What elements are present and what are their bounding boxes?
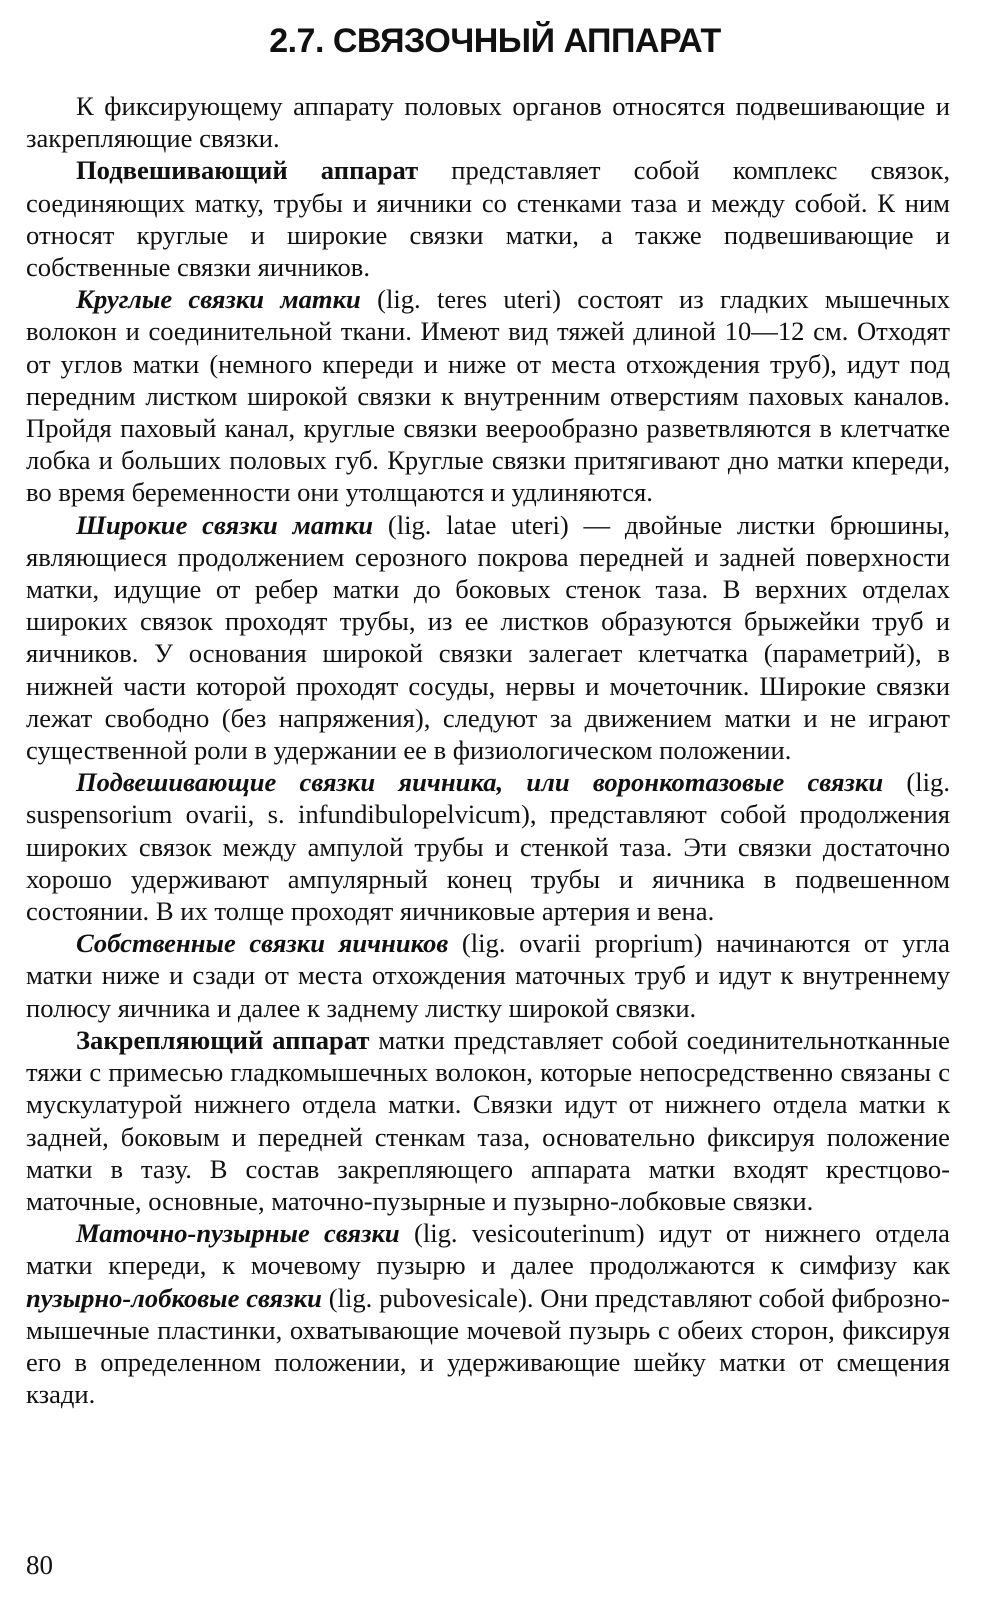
page-number: 80 — [26, 1550, 53, 1580]
paragraph-text: представляет собой комплекс связок, соединяющих матку, трубы и яичники со стенками таза и между собой. К ним относят круглые и широкие связки матки, а также подвешивающие и собственные связки яичников. — [26, 155, 950, 283]
term-fixing-apparatus: Закрепляющий аппарат — [76, 1024, 370, 1055]
paragraph-intro-text: К фиксирующему аппарату половых органов относятся подвешивающие и закрепляющие связки. — [26, 91, 950, 154]
paragraph-text: (lig. pubovesicale). Они представляют собой фиброзно-мышечные пластинки, охватывающие мочевой пузырь с обеих сторон, фиксируя его в определенном положении, и удерживающие шейку матки от смещения кзади. — [26, 1282, 950, 1410]
term-pubovesical-ligaments: пузырно-лобковые связки — [26, 1282, 322, 1313]
term-ovarian-ligaments: Собственные связки яичников — [76, 928, 449, 959]
paragraph-text: матки представляет собой соединительнотканные тяжи с примесью гладкомышечных волокон, которые непосредственно связаны с мускулатурой нижнего отдела матки. Связки идут от нижнего отдела матки к задней, боковым и передней стенкам таза, основательно фиксируя положение матки в тазу. В состав закрепляющего аппарата матки входят крестцово-маточные, основные, маточно-пузырные и пузырно-лобковые связки. — [26, 1024, 950, 1216]
paragraph-round-ligaments — [26, 283, 950, 508]
term-broad-ligaments: Широкие связки матки — [76, 509, 374, 540]
paragraph-text: (lig. vesicouterinum) идут от нижнего отдела матки кпереди, к мочевому пузырю и далее продолжаются к симфизу как — [26, 1218, 950, 1281]
body-text — [26, 90, 950, 1410]
paragraph-text: (lig. latae uteri) — двойные листки брюшины, являющиеся продолжением серозного покрова передней и задней поверхности матки, идущие от ребер матки до боковых стенок таза. В верхних отделах широких связок проходят трубы, из ее листков образуются брыжейки труб и яичников. У основания широкой связки залегает клетчатка (параметрий), в нижней части которой проходят сосуды, нервы и мочеточник. Широкие связки лежат свободно (без напряжения), следуют за движением матки и не играют существенной роли в удержании ее в физиологическом положении. — [26, 509, 950, 766]
section-heading: 2.7. СВЯЗОЧНЫЙ АППАРАТ — [269, 22, 721, 60]
term-round-ligaments: Круглые связки матки — [76, 284, 361, 315]
term-suspensory-apparatus: Подвешивающий аппарат — [76, 155, 419, 186]
paragraph-intro — [26, 90, 950, 154]
paragraph-suspensory-apparatus — [26, 154, 950, 283]
paragraph-broad-ligaments — [26, 509, 950, 767]
paragraph-vesicouterine-ligaments — [26, 1217, 950, 1410]
paragraph-text: (lig. ovarii proprium) начинаются от угла матки ниже и сзади от места отхождения маточных труб и идут к внутреннему полюсу яичника и далее к заднему листку широкой связки. — [26, 928, 950, 1023]
term-suspensory-ligaments-ovary: Подвешивающие связки яичника, или воронкотазовые связки — [76, 767, 884, 798]
paragraph-ovarian-ligaments — [26, 927, 950, 1024]
paragraph-suspensory-ligaments-ovary — [26, 766, 950, 927]
term-vesicouterine-ligaments: Маточно-пузырные связки — [76, 1218, 400, 1249]
paragraph-text: (lig. suspensorium ovarii, s. infundibulopelvicum), представляют собой продолжения широких связок между ампулой трубы и стенкой таза. Эти связки достаточно хорошо удерживают ампулярный конец трубы и яичника в подвешенном состоянии. В их толще проходят яичниковые артерия и вена. — [26, 767, 950, 927]
paragraph-fixing-apparatus — [26, 1024, 950, 1217]
paragraph-text: (lig. teres uteri) состоят из гладких мышечных волокон и соединительной ткани. Имеют вид тяжей длиной 10—12 см. Отходят от углов матки (немного кпереди и ниже от места отхождения труб), идут под передним листком широкой связки к внутренним отверстиям паховых каналов. Пройдя паховый канал, круглые связки веерообразно разветвляются в клетчатке лобка и больших половых губ. Круглые связки притягивают дно матки кпереди, во время беременности они утолщаются и удлиняются. — [26, 284, 950, 508]
